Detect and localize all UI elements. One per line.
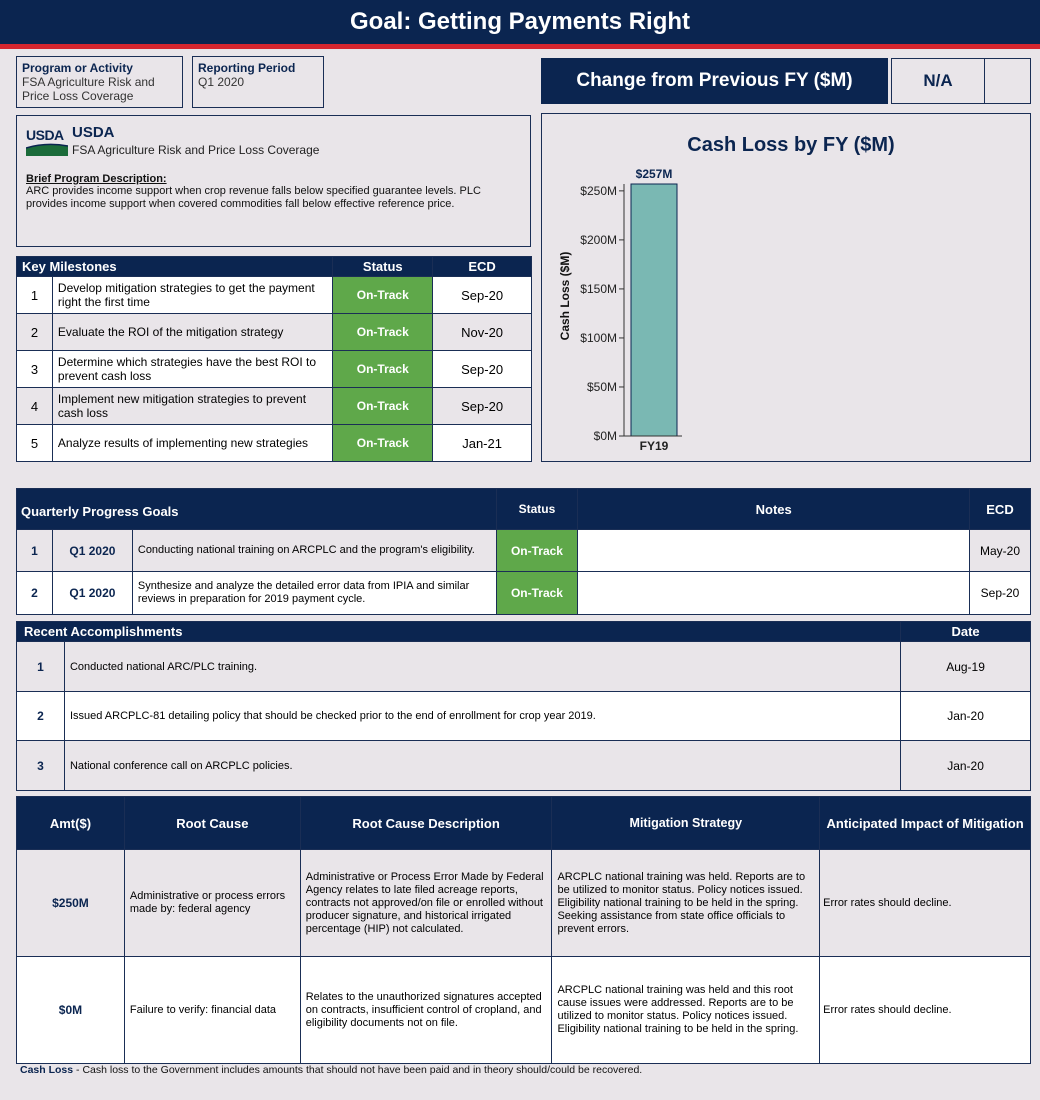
period-value: Q1 2020 (198, 75, 245, 89)
milestone-status: On-Track (333, 388, 433, 425)
period-label: Reporting Period (198, 61, 296, 75)
description-label: Brief Program Description: (26, 173, 167, 185)
program-value: FSA Agriculture Risk and Price Loss Coverage (22, 75, 155, 103)
accomplishment-date: Jan-20 (901, 692, 1031, 741)
milestone-status: On-Track (333, 351, 433, 388)
milestone-text: Develop mitigation strategies to get the payment right the first time (52, 277, 332, 314)
root-cause-impact: Error rates should decline. (820, 957, 1031, 1064)
quarterly-status: On-Track (496, 572, 578, 615)
quarterly-title: Quarterly Progress Goals (17, 489, 497, 530)
chart-y-tick-label: $250M (580, 183, 617, 198)
chart-y-tick-label: $150M (580, 281, 617, 296)
period-box (192, 56, 324, 108)
accomplishment-text: Conducted national ARC/PLC training. (64, 642, 900, 692)
root-cause-cause: Failure to verify: financial data (124, 957, 300, 1064)
accomplishment-text: National conference call on ARCPLC policies. (64, 741, 900, 791)
accomplishment-date: Aug-19 (901, 642, 1031, 692)
quarterly-text: Synthesize and analyze the detailed error data from IPIA and similar reviews in preparation for 2019 payment cycle. (132, 572, 496, 615)
agency-box (16, 115, 531, 247)
root-cause-amt-header: Amt($) (17, 797, 125, 850)
root-cause-mit: ARCPLC national training was held and this root cause issues were addressed. Reports are to be utilized to monitor status. Policy notices issued. Eligibility national training to be held in the spring. (552, 957, 820, 1064)
chart-y-tick-label: $200M (580, 232, 617, 247)
chart-y-tick-label: $0M (593, 429, 617, 443)
accomplishments-table (16, 621, 1031, 791)
description-text: ARC provides income support when crop revenue falls below specified guarantee levels. PLC provides income support when covered commodities fall below effective reference price. (26, 185, 481, 210)
milestone-num: 5 (17, 425, 53, 462)
quarterly-ecd-header: ECD (969, 489, 1030, 530)
chart-y-tick-label: $100M (580, 330, 617, 345)
chart-panel (541, 113, 1031, 462)
footnote-text: - Cash loss to the Government includes amounts that should not have been paid and in theory should/could be recovered. (73, 1064, 643, 1076)
quarterly-status-header: Status (496, 489, 578, 530)
quarterly-quarter: Q1 2020 (52, 530, 132, 572)
program-label: Program or Activity (22, 61, 133, 75)
quarterly-notes-header: Notes (578, 489, 970, 530)
root-cause-mit-header: Mitigation Strategy (552, 797, 820, 850)
milestone-num: 2 (17, 314, 53, 351)
milestone-num: 1 (17, 277, 53, 314)
milestone-num: 3 (17, 351, 53, 388)
agency-name: USDA (72, 124, 115, 141)
accomplishment-date: Jan-20 (901, 741, 1031, 791)
accomplishments-date-header: Date (901, 622, 1031, 642)
quarterly-ecd: May-20 (969, 530, 1030, 572)
chart-title: Cash Loss by FY ($M) (687, 134, 895, 156)
milestone-status: On-Track (333, 425, 433, 462)
accomplishment-num: 2 (17, 692, 65, 741)
root-cause-row (17, 957, 1031, 1064)
usda-logo-text: USDA (26, 127, 64, 143)
milestone-row (17, 277, 532, 314)
program-box (16, 56, 183, 108)
quarterly-status: On-Track (496, 530, 578, 572)
usda-logo (26, 128, 68, 161)
quarterly-notes (578, 572, 970, 615)
accomplishment-row (17, 692, 1031, 741)
page-title: Goal: Getting Payments Right (349, 8, 691, 35)
accomplishment-row (17, 741, 1031, 791)
accomplishment-text: Issued ARCPLC-81 detailing policy that should be checked prior to the end of enrollment for crop year 2019. (64, 692, 900, 741)
root-cause-desc: Relates to the unauthorized signatures accepted on contracts, insufficient control of cropland, and eligibility documents not on file. (300, 957, 552, 1064)
root-cause-table (16, 796, 1031, 1064)
quarterly-text: Conducting national training on ARCPLC and the program's eligibility. (132, 530, 496, 572)
chart-x-tick-label: FY19 (639, 439, 669, 453)
milestone-row (17, 314, 532, 351)
quarterly-table (16, 488, 1031, 615)
header-divider (0, 44, 1040, 49)
quarterly-quarter: Q1 2020 (52, 572, 132, 615)
change-label-box (541, 58, 888, 104)
milestone-status: On-Track (333, 314, 433, 351)
quarterly-num: 1 (17, 530, 53, 572)
milestone-num: 4 (17, 388, 53, 425)
chart-y-axis-label: Cash Loss ($M) (558, 251, 572, 341)
milestone-text: Analyze results of implementing new strategies (52, 425, 332, 462)
accomplishment-num: 3 (17, 741, 65, 791)
chart-y-tick-label: $50M (586, 379, 617, 394)
change-value: N/A (923, 71, 953, 90)
quarterly-notes (578, 530, 970, 572)
milestones-ecd-header: ECD (433, 257, 532, 277)
milestone-text: Implement new mitigation strategies to prevent cash loss (52, 388, 332, 425)
milestone-row (17, 351, 532, 388)
milestone-row (17, 388, 532, 425)
milestone-text: Determine which strategies have the best ROI to prevent cash loss (52, 351, 332, 388)
change-value-box (891, 58, 985, 104)
usda-logo-graphic (26, 142, 68, 156)
accomplishment-row (17, 642, 1031, 692)
root-cause-desc: Administrative or Process Error Made by Federal Agency relates to late filed acreage reports, contracts not approved/on file or enrolled without producer signature, and historical irrigated percentage (HIP) not calculated. (300, 850, 552, 957)
milestone-status: On-Track (333, 277, 433, 314)
milestones-title: Key Milestones (17, 257, 333, 277)
change-empty-box (984, 58, 1031, 104)
root-cause-desc-header: Root Cause Description (300, 797, 552, 850)
agency-program: FSA Agriculture Risk and Price Loss Coverage (72, 143, 320, 157)
milestone-ecd: Nov-20 (433, 314, 532, 351)
chart-bar (631, 184, 677, 436)
milestone-row (17, 425, 532, 462)
root-cause-cause: Administrative or process errors made by: federal agency (124, 850, 300, 957)
page-header (0, 0, 1040, 44)
quarterly-ecd: Sep-20 (969, 572, 1030, 615)
root-cause-row (17, 850, 1031, 957)
milestone-ecd: Sep-20 (433, 277, 532, 314)
accomplishment-num: 1 (17, 642, 65, 692)
root-cause-impact-header: Anticipated Impact of Mitigation (820, 797, 1031, 850)
milestone-ecd: Jan-21 (433, 425, 532, 462)
root-cause-impact: Error rates should decline. (820, 850, 1031, 957)
footnote-term: Cash Loss (20, 1064, 74, 1076)
root-cause-amt: $250M (17, 850, 125, 957)
root-cause-mit: ARCPLC national training was held. Reports are to be utilized to monitor status. Policy notices issued. Eligibility national training to be held in the spring. Seeking assistance from state office officials to prevent errors. (552, 850, 820, 957)
root-cause-cause-header: Root Cause (124, 797, 300, 850)
milestone-ecd: Sep-20 (433, 351, 532, 388)
quarterly-row (17, 572, 1031, 615)
milestones-status-header: Status (333, 257, 433, 277)
footnote (20, 1064, 642, 1076)
quarterly-row (17, 530, 1031, 572)
milestone-text: Evaluate the ROI of the mitigation strategy (52, 314, 332, 351)
root-cause-amt: $0M (17, 957, 125, 1064)
milestone-ecd: Sep-20 (433, 388, 532, 425)
quarterly-num: 2 (17, 572, 53, 615)
milestones-table (16, 256, 532, 462)
accomplishments-title: Recent Accomplishments (17, 622, 901, 642)
chart-data-label: $257M (635, 167, 673, 181)
change-label: Change from Previous FY ($M) (576, 70, 853, 91)
cash-loss-chart (542, 114, 1030, 461)
